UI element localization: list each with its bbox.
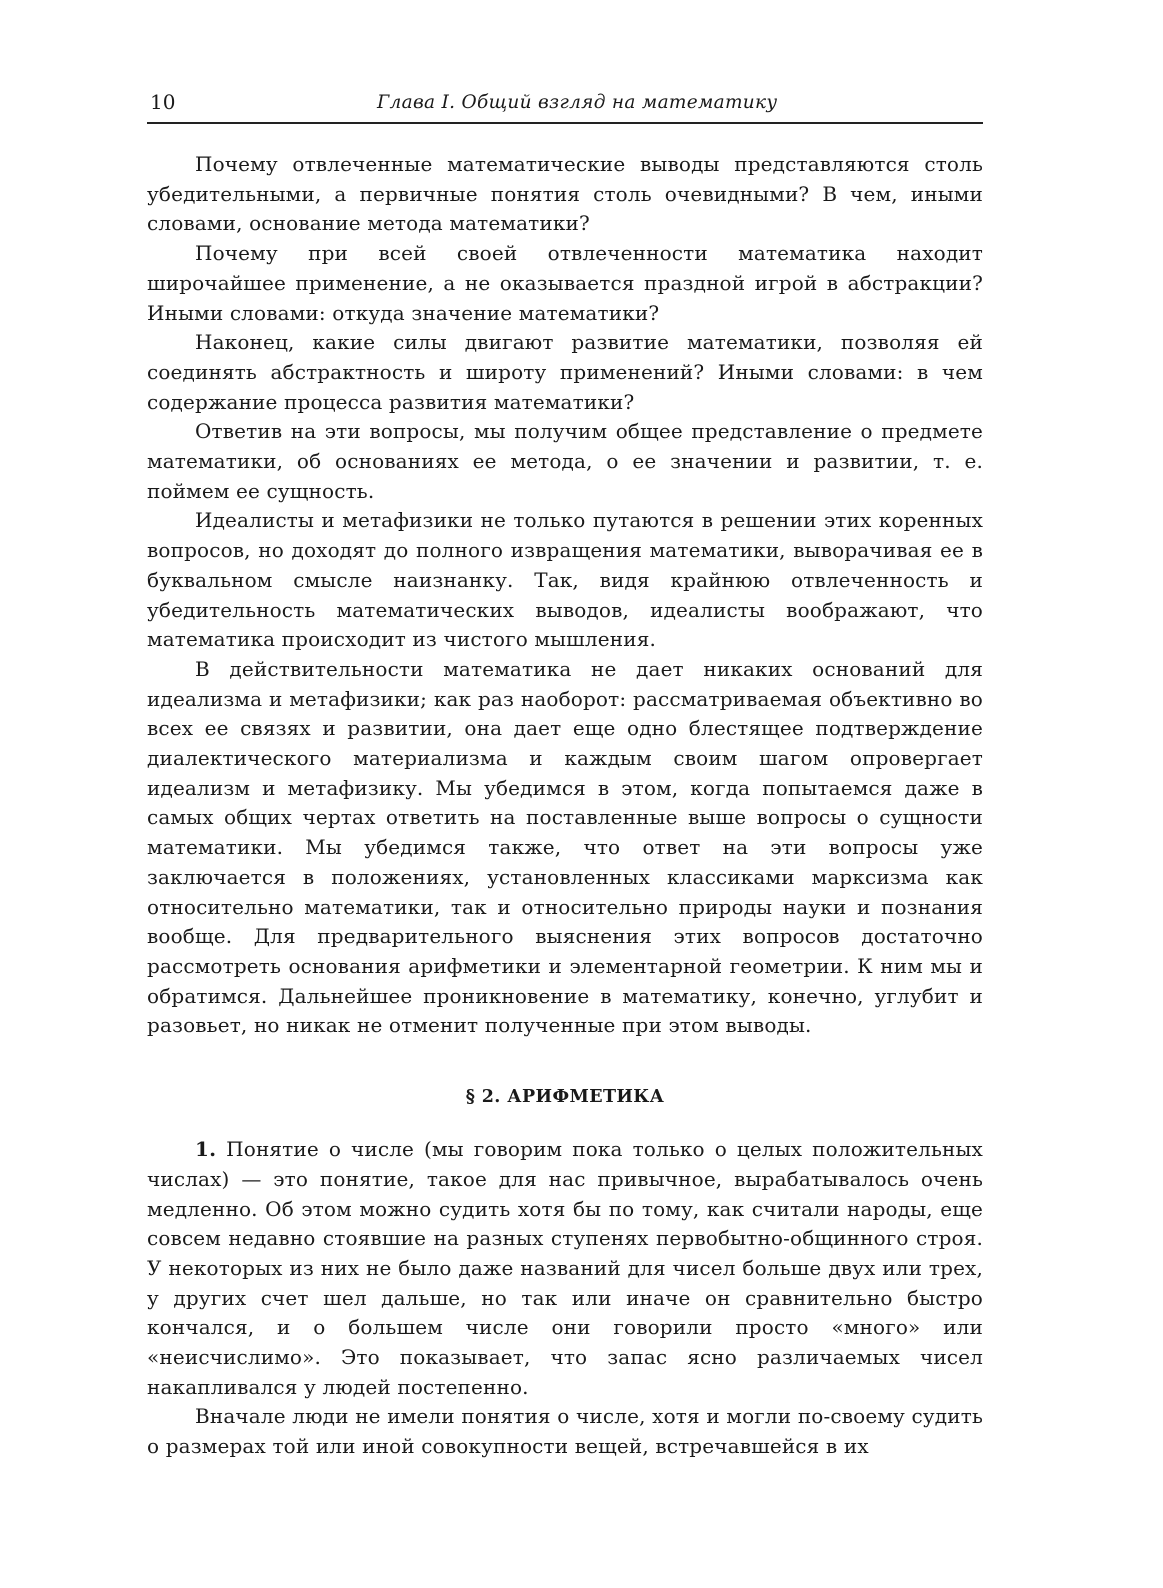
paragraph: Наконец, какие силы двигают развитие математики, позволяя ей соединять абстрактность и широту применений? Иными словами: в чем содержание процесса развития математики? — [147, 330, 983, 414]
section-paragraph: Вначале люди не имели понятия о числе, хотя и могли по-своему судить о размерах той или иной совокупности вещей, встречавшейся в их — [147, 1404, 983, 1459]
running-title: Глава I. Общий взгляд на математику — [377, 92, 778, 113]
page-number: 10 — [150, 90, 176, 114]
page-header — [147, 88, 983, 124]
paragraph: Ответив на эти вопросы, мы получим общее представление о предмете математики, об основаниях ее метода, о ее значении и развитии, т. е. поймем ее сущность. — [147, 419, 983, 503]
section-paragraph-text: Понятие о числе (мы говорим пока только о целых положительных числах) — это понятие, такое для нас привычное, вырабатывалось очень медленно. Об этом можно судить хотя бы по тому, как считали народы, еще совсем недавно стоявшие на разных ступенях первобытно-общинного строя. У некоторых из них не было даже названий для чисел больше двух или трех, у других счет шел дальше, но так или иначе он сравнительно быстро кончался, и о большем числе они говорили просто «много» или «неисчислимо». Это показывает, что запас ясно различаемых чисел накапливался у людей постепенно. — [147, 1137, 983, 1399]
section-heading: § 2. АРИФМЕТИКА — [465, 1087, 665, 1108]
paragraph: Идеалисты и метафизики не только путаются в решении этих коренных вопросов, но доходят до полного извращения математики, выворачивая ее в буквальном смысле наизнанку. Так, видя крайнюю отвлеченность и убедительность математических выводов, идеалисты воображают, что математика происходит из чистого мышления. — [147, 508, 983, 652]
item-number: 1. — [195, 1137, 217, 1162]
section-paragraph — [147, 1135, 983, 1402]
body-text — [147, 150, 983, 1462]
book-page — [147, 88, 983, 1462]
paragraph: Почему отвлеченные математические выводы представляются столь убедительными, а первичные понятия столь очевидными? В чем, иными словами, основание метода математики? — [147, 152, 983, 236]
paragraph: Почему при всей своей отвлеченности математика находит широчайшее применение, а не оказывается праздной игрой в абстракции? Иными словами: откуда значение математики? — [147, 241, 983, 325]
paragraph: В действительности математика не дает никаких оснований для идеализма и метафизики; как раз наоборот: рассматриваемая объективно во всех ее связях и развитии, она дает еще одно блестящее подтверждение диалектического материализма и каждым своим шагом опровергает идеализм и метафизику. Мы убедимся в этом, когда попытаемся даже в самых общих чертах ответить на поставленные выше вопросы о сущности математики. Мы убедимся также, что ответ на эти вопросы уже заключается в положениях, установленных классиками марксизма как относительно математики, так и относительно природы науки и познания вообще. Для предварительного выяснения этих вопросов достаточно рассмотреть основания арифметики и элементарной геометрии. К ним мы и обратимся. Дальнейшее проникновение в математику, конечно, углубит и разовьет, но никак не отменит полученные при этом выводы. — [147, 656, 983, 1038]
